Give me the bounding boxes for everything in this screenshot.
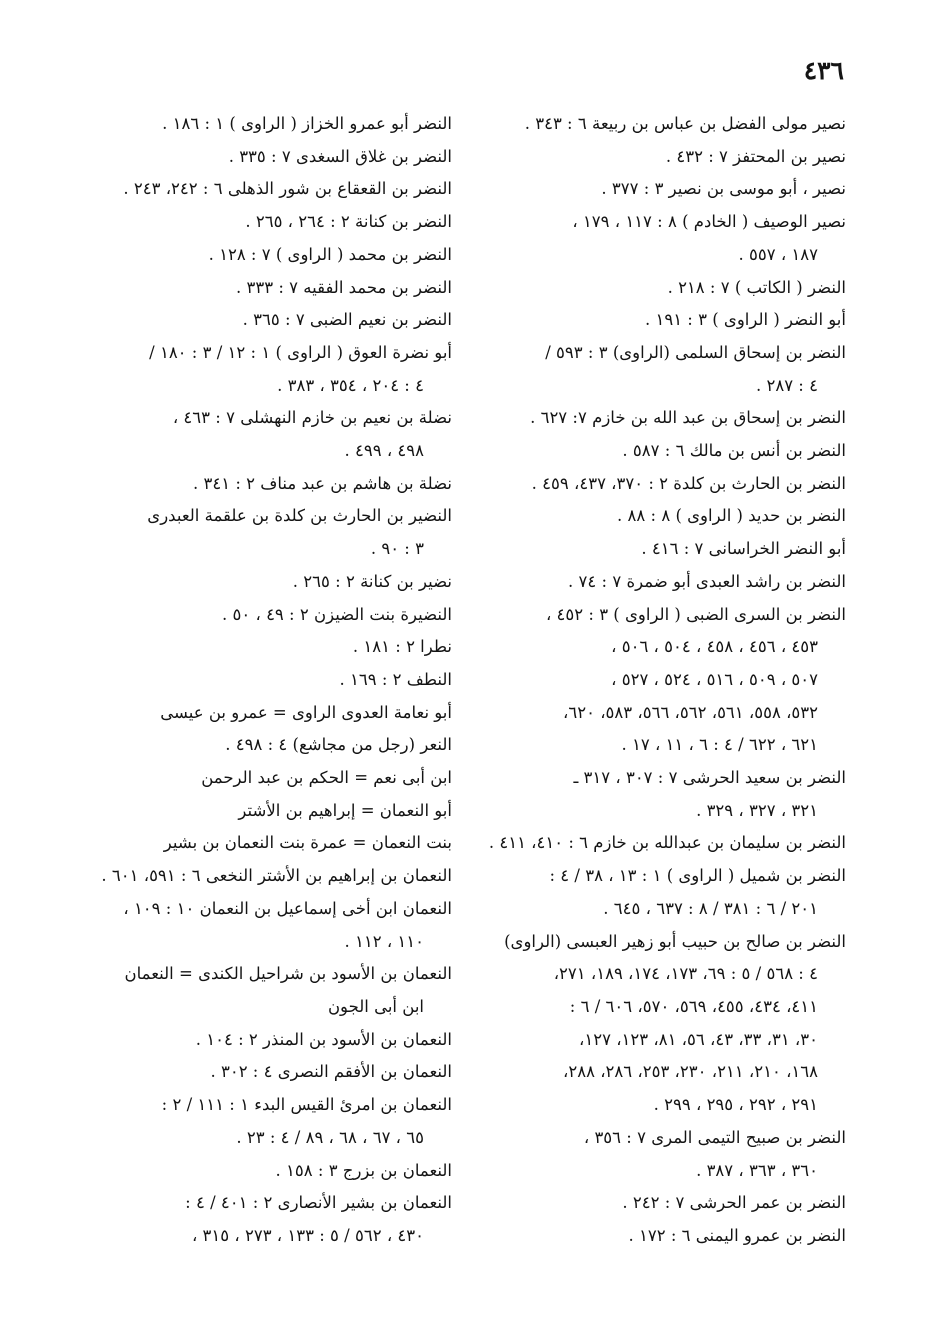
index-entry [74, 500, 452, 565]
entry-line: النضر بن عمر الحرشى ٧ : ٢٤٢ . [622, 1193, 846, 1213]
entry-line: النضر بن نعيم الضبى ٧ : ٣٦٥ . [242, 310, 452, 330]
index-entry [74, 1024, 452, 1057]
index-entry [74, 108, 452, 141]
entry-line: النعمان بن بزرج ٣ : ١٥٨ . [275, 1160, 452, 1180]
entry-line: النعمان بن الأسود بن شراحيل الكندى = النعمان [124, 964, 452, 984]
index-entry [468, 206, 846, 271]
entry-line: النضر بن الحارث بن كلدة ٢ : ٣٧٠، ٤٣٧، ٤٥٩ . [531, 473, 846, 493]
entry-line: نضير بن كنانة ٢ : ٢٦٥ . [292, 571, 452, 591]
entry-continuation-line: ٢٩١ ، ٢٩٢ ، ٢٩٥ ، ٢٩٩ . [653, 1095, 818, 1115]
entry-continuation-line: ١١٠ ، ١١٢ . [344, 931, 424, 951]
index-entry [468, 435, 846, 468]
index-entry [74, 1056, 452, 1089]
index-entry [468, 566, 846, 599]
entry-line: نضلة بن نعيم بن خازم النهشلى ٧ : ٤٦٣ ، [172, 408, 452, 428]
entry-line: النضر بن محمد ( الراوى ) ٧ : ١٢٨ . [208, 244, 452, 264]
entry-continuation-line: ٣٢١ ، ٣٢٧ ، ٣٢٩ . [696, 800, 818, 820]
index-entry [74, 206, 452, 239]
entry-line: النضر بن صبيح التيمى المرى ٧ : ٣٥٦ ، [583, 1127, 846, 1147]
index-entry [74, 893, 452, 958]
entry-line: النضر بن كنانة ٢ : ٢٦٤ ، ٢٦٥ . [245, 212, 452, 232]
entry-line: بنت النعمان = عمرة بنت النعمان بن بشير [163, 833, 452, 853]
entry-line: نصير بن المحتفز ٧ : ٤٣٢ . [665, 146, 846, 166]
index-entry [74, 304, 452, 337]
index-entry [468, 272, 846, 305]
entry-line: أبو النضر الخراسانى ٧ : ٤١٦ . [641, 539, 846, 559]
index-entry [74, 402, 452, 467]
index-column-right [468, 108, 846, 1253]
entry-line: أبو نضرة العوق ( الراوى ) ١ : ١٢ / ٣ : ١٨٠ / [149, 342, 452, 362]
index-entry [468, 926, 846, 1122]
entry-line: النعمان بن بشير الأنصارى ٢ : ٤٠١ / ٤ : [185, 1193, 452, 1213]
entry-line: النعر (رجل من مجاشع) ٤ : ٤٩٨ . [225, 735, 452, 755]
index-entry [74, 272, 452, 305]
entry-line: النضر بن عمرو اليمنى ٦ : ١٧٢ . [628, 1225, 846, 1245]
entry-continuation-line: ٦٢١ ، ٦٢٢ / ٤ : ٦ ، ١١ ، ١٧ . [621, 735, 818, 755]
index-entry [74, 337, 452, 402]
entry-line: أبو نعامة العدوى الراوى = عمرو بن عيسى [160, 702, 452, 722]
entry-line: النعمان ابن أخى إسماعيل بن النعمان ١٠ : ١٠٩ ، [123, 898, 452, 918]
entry-line: النضر بن إسحاق بن عبد الله بن خازم ٧: ٦٢٧ . [530, 408, 846, 428]
entry-continuation-line: ٤١١، ٤٣٤، ٤٥٥، ٥٦٩، ٥٧٠، ٦٠٦ / ٦ : [569, 996, 818, 1016]
entry-line: النعمان بن إبراهيم بن الأشتر النخعى ٦ : ٥٩١، ٦٠١ . [101, 866, 452, 886]
entry-line: النضر بن صالح بن حبيب أبو زهير العبسى (الراوى) [504, 931, 846, 951]
entry-line: النضر بن شميل ( الراوى ) ١ : ١٣ ، ٣٨ / ٤ : [549, 866, 846, 886]
entry-line: النضر بن غلاق السغدى ٧ : ٣٣٥ . [228, 146, 452, 166]
entry-line: النعمان بن الأسود بن المنذر ٢ : ١٠٤ . [195, 1029, 452, 1049]
index-entry [74, 827, 452, 860]
index-entry [468, 468, 846, 501]
index-entry [74, 729, 452, 762]
entry-continuation-line: ٤ : ٢٠٤ ، ٣٥٤ ، ٣٨٣ . [277, 375, 424, 395]
entry-line: نصير الوصيف ( الخادم ) ٨ : ١١٧ ، ١٧٩ ، [572, 212, 846, 232]
entry-line: النضر أبو عمرو الخزاز ( الراوى ) ١ : ١٨٦ . [162, 114, 452, 133]
entry-line: النضر بن السرى الضبى ( الراوى ) ٣ : ٤٥٢ ، [545, 604, 846, 624]
index-entry [74, 566, 452, 599]
index-entry [468, 533, 846, 566]
entry-continuation-line: ٦٥ ، ٦٧ ، ٦٨ ، ٨٩ / ٤ : ٢٣ . [236, 1127, 424, 1147]
entry-line: النضر بن محمد الفقيه ٧ : ٣٣٣ . [236, 277, 452, 297]
index-entry [74, 468, 452, 501]
index-entry [74, 1155, 452, 1188]
index-entry [468, 1122, 846, 1187]
index-entry [468, 337, 846, 402]
index-entry [74, 239, 452, 272]
index-entry [468, 402, 846, 435]
entry-continuation-line: ٤ : ٢٨٧ . [755, 375, 818, 395]
entry-line: النضر بن راشد العبدى أبو ضمرة ٧ : ٧٤ . [568, 571, 846, 591]
index-entry [468, 173, 846, 206]
entry-continuation-line: ٢٠١ / ٦ : ٣٨١ / ٨ : ٦٣٧ ، ٦٤٥ . [603, 898, 818, 918]
entry-line: النعمان بن الأفقم النصرى ٤ : ٣٠٢ . [210, 1062, 452, 1082]
index-entry [74, 860, 452, 893]
entry-line: النعمان بن امرئ القيس البدء ١ : ١١١ / ٢ : [161, 1095, 452, 1115]
entry-line: النضر ( الكاتب ) ٧ : ٢١٨ . [667, 277, 846, 297]
index-entry [468, 762, 846, 827]
index-entry [468, 860, 846, 925]
index-entry [74, 141, 452, 174]
entry-continuation-line: ٤٩٨ ، ٤٩٩ . [344, 441, 424, 461]
entry-continuation-line: ٤ : ٥٦٨ / ٥ : ٦٩، ١٧٣، ١٧٤، ١٨٩، ٢٧١، [553, 964, 818, 984]
index-entry [468, 1220, 846, 1253]
entry-line: النضر بن سعيد الحرشى ٧ : ٣٠٧ ، ٣١٧ ـ [573, 768, 846, 788]
entry-line: نطرا ٢ : ١٨١ . [352, 637, 452, 657]
entry-line: أبو النضر ( الراوى ) ٣ : ١٩١ . [644, 310, 846, 330]
entry-line: نصير مولى الفضل بن عباس بن ربيعة ٦ : ٣٤٣ . [524, 114, 846, 133]
index-entry [74, 631, 452, 664]
index-entry [468, 827, 846, 860]
entry-line: نصير ، أبو موسى بن نصير ٣ : ٣٧٧ . [601, 179, 846, 199]
index-entry [468, 599, 846, 763]
index-entry [74, 697, 452, 730]
index-entry [74, 1187, 452, 1252]
entry-continuation-line: ٥٣٢، ٥٥٨، ٥٦١، ٥٦٢، ٥٦٦، ٥٨٣، ٦٢٠، [563, 702, 818, 722]
index-entry [74, 1089, 452, 1154]
index-entry [468, 141, 846, 174]
entry-continuation-line: ٤٣٠ ، ٥٦٢ / ٥ : ١٣٣ ، ٢٧٣ ، ٣١٥ ، [191, 1225, 424, 1245]
entry-line: أبو النعمان = إبراهيم بن الأشتر [238, 800, 452, 820]
page-number: ٤٣٦ [803, 56, 844, 85]
entry-line: النضر بن أنس بن مالك ٦ : ٥٨٧ . [622, 441, 846, 461]
index-entry [468, 1187, 846, 1220]
index-entry [74, 173, 452, 206]
entry-continuation-line: ٣ : ٩٠ . [370, 539, 424, 559]
entry-line: النضر بن القعقاع بن شور الذهلى ٦ : ٢٤٢، ٢٤٣ . [123, 179, 452, 199]
entry-line: نضلة بن هاشم بن عبد مناف ٢ : ٣٤١ . [193, 473, 452, 493]
index-entry [74, 958, 452, 1023]
entry-continuation-line: ١٨٧ ، ٥٥٧ . [738, 244, 818, 264]
index-entry [468, 108, 846, 141]
entry-continuation-line: ٣٠، ٣١، ٣٣، ٤٣، ٥٦، ٨١، ١٢٣، ١٢٧، [579, 1029, 818, 1049]
index-column-left [74, 108, 452, 1253]
entry-line: النضر بن إسحاق السلمى (الراوى) ٣ : ٥٩٣ / [545, 342, 846, 362]
index-entry [74, 599, 452, 632]
index-entry [468, 500, 846, 533]
index-entry [74, 762, 452, 795]
entry-line: ابن أبى نعم = الحكم بن عبد الرحمن [201, 768, 452, 788]
entry-continuation-line: ١٦٨، ٢١٠، ٢١١، ٢٣٠، ٢٥٣، ٢٨٦، ٢٨٨، [563, 1062, 818, 1082]
entry-line: النضر بن سليمان بن عبدالله بن خازم ٦ : ٤١٠، ٤١١ . [488, 833, 846, 853]
entry-continuation-line: ٤٥٣ ، ٤٥٦ ، ٤٥٨ ، ٥٠٤ ، ٥٠٦ ، [611, 637, 818, 657]
entry-continuation-line: ٥٠٧ ، ٥٠٩ ، ٥١٦ ، ٥٢٤ ، ٥٢٧ ، [611, 669, 818, 689]
entry-line: النضر بن حديد ( الراوى ) ٨ : ٨٨ . [617, 506, 846, 526]
entry-continuation-line: ابن أبى الجون [327, 996, 424, 1016]
index-entry [74, 795, 452, 828]
entry-continuation-line: ٣٦٠ ، ٣٦٣ ، ٣٨٧ . [696, 1160, 818, 1180]
entry-line: النطف ٢ : ١٦٩ . [339, 669, 452, 689]
index-entry [74, 664, 452, 697]
entry-line: النضير بن الحارث بن كلدة بن علقمة العبدرى [147, 506, 452, 526]
index-entry [468, 304, 846, 337]
entry-line: النضيرة بنت الضيزن ٢ : ٤٩ ، ٥٠ . [222, 604, 452, 624]
